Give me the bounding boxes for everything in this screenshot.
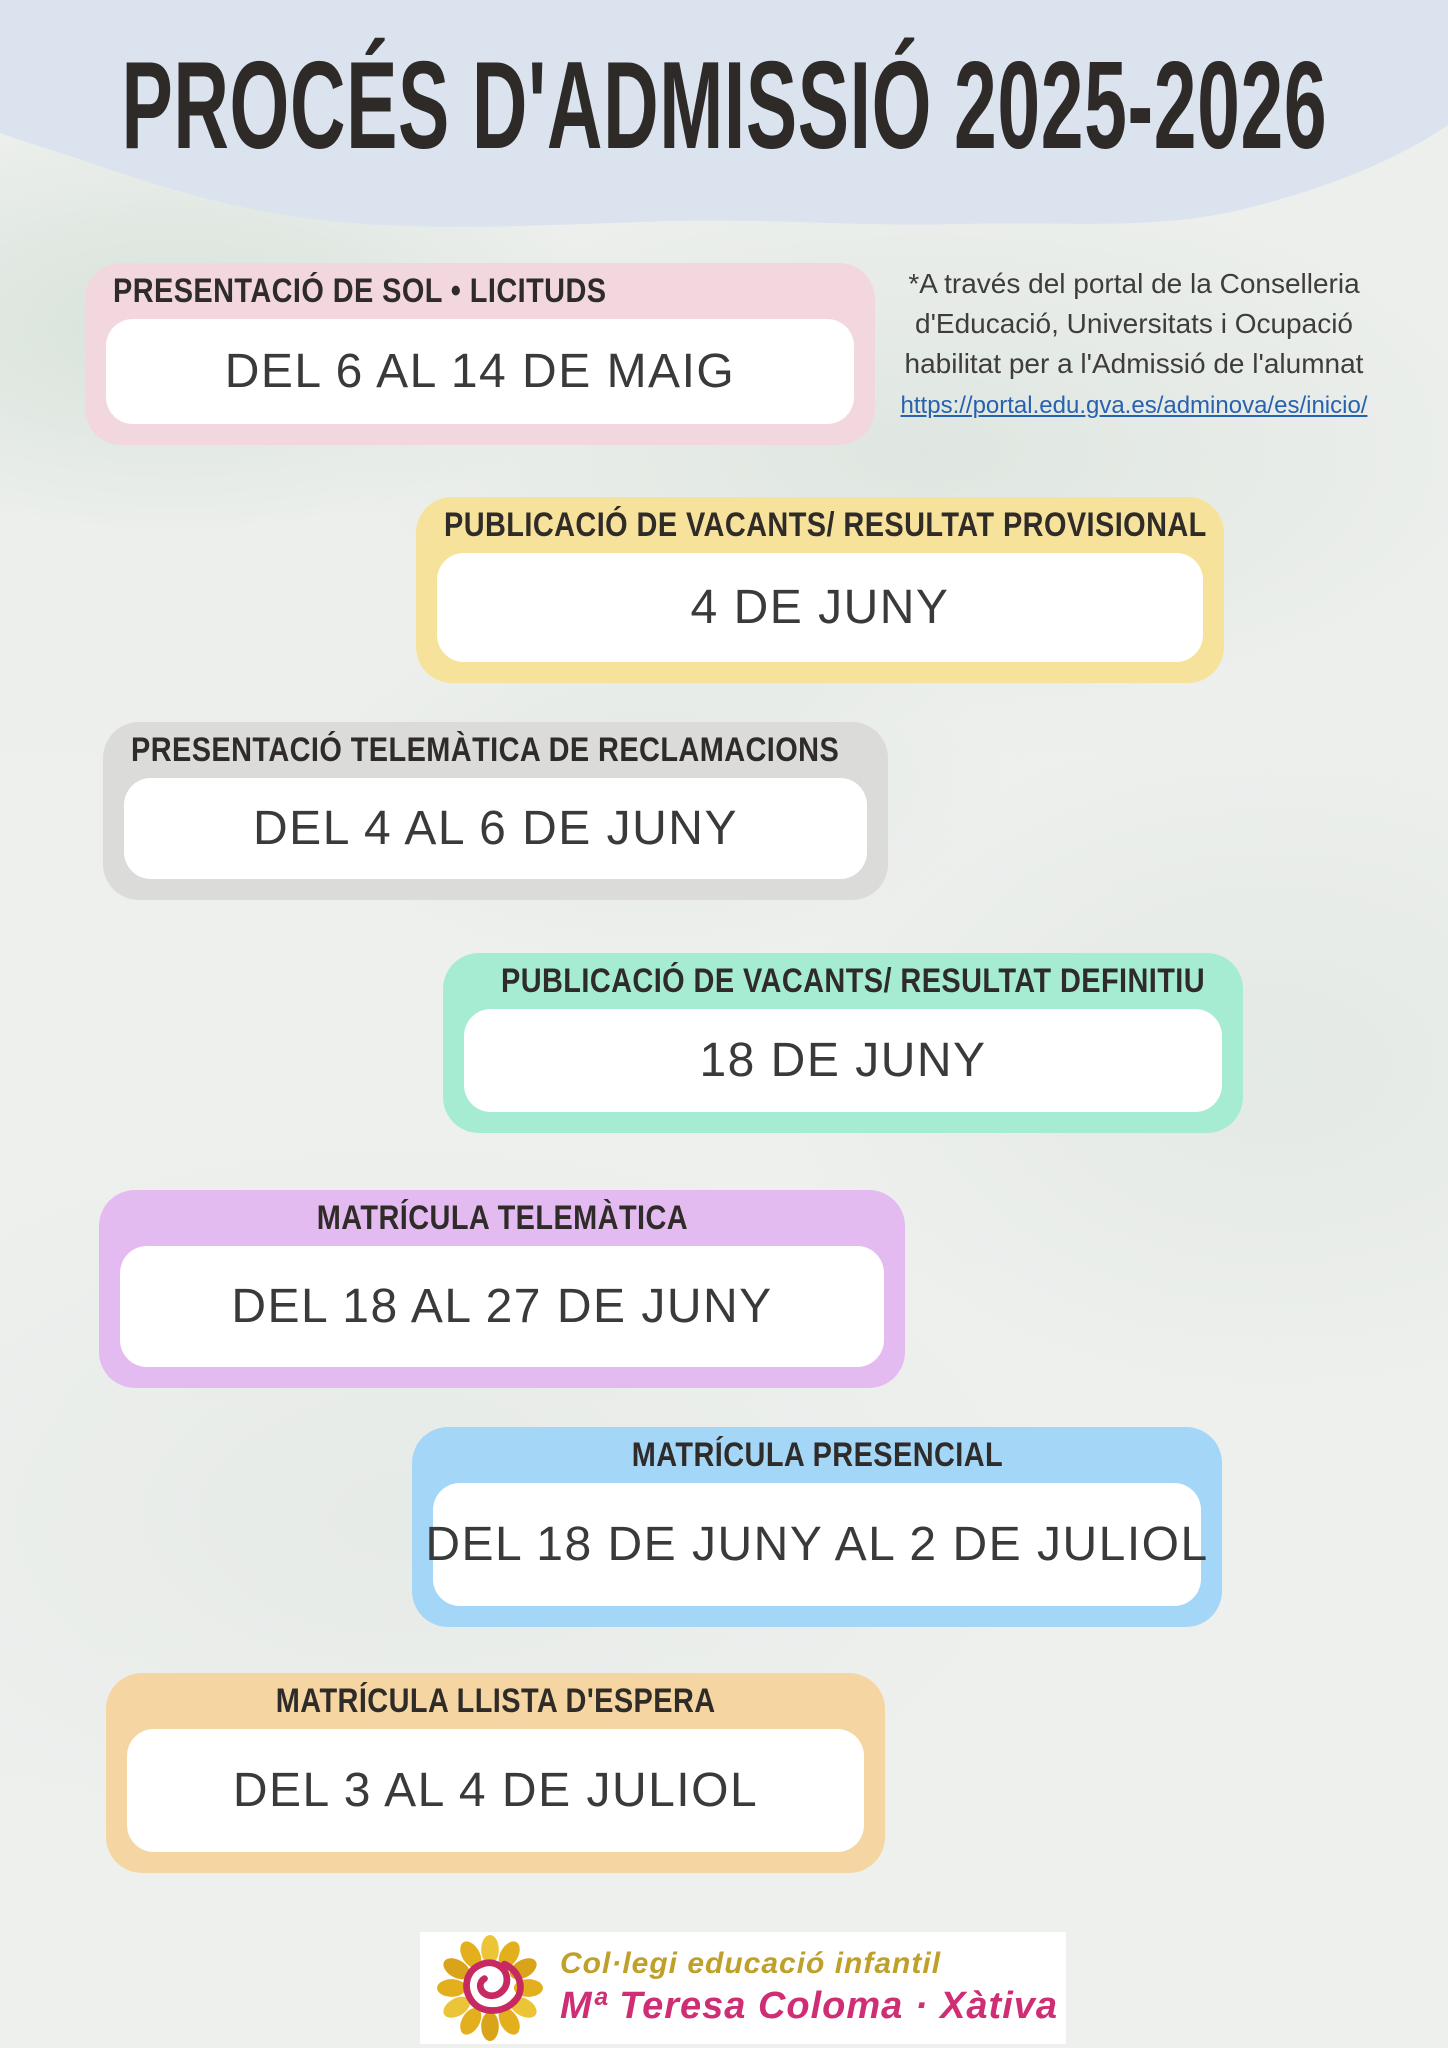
note-line: habilitat per a l'Admissió de l'alumnat [904,348,1364,379]
box-date-panel [124,778,867,879]
box-date-panel [425,1483,1209,1606]
box-label: PRESENTACIÓ DE SOL • LICITUDS [113,272,607,310]
box-date: 4 DE JUNY [690,581,950,634]
box-date: 18 DE JUNY [699,1034,987,1087]
box-label: PRESENTACIÓ TELEMÀTICA DE RECLAMACIONS [131,731,840,769]
timeline-box-llista-espera [106,1673,885,1873]
box-label: MATRÍCULA PRESENCIAL [631,1436,1003,1474]
box-label: MATRÍCULA TELEMÀTICA [316,1199,688,1237]
poster-title [0,37,1448,175]
portal-link[interactable]: https://portal.edu.gva.es/adminova/es/inicio/ [900,392,1368,419]
box-date: DEL 18 DE JUNY AL 2 DE JULIOL [425,1518,1209,1571]
timeline-box-reclamacions [103,722,888,900]
box-label: MATRÍCULA LLISTA D'ESPERA [275,1682,716,1720]
note-line: *A través del portal de la Conselleria [908,268,1360,299]
school-name-line1: Col·legi educació infantil [560,1946,942,1980]
box-date-panel [437,553,1203,662]
box-date-panel [464,1009,1222,1112]
box-date-panel [127,1729,864,1852]
timeline-box-vacants-definitiu [443,953,1243,1133]
box-date: DEL 4 AL 6 DE JUNY [253,802,738,855]
poster-title-text: PROCÉS D'ADMISSIÓ 2025-2026 [121,37,1327,175]
sun-flower-icon [434,1934,546,2042]
box-date-panel [120,1246,884,1367]
box-date: DEL 18 AL 27 DE JUNY [231,1280,773,1333]
school-name-line2: Mª Teresa Coloma · Xàtiva [560,1985,1059,2028]
note-line: d'Educació, Universitats i Ocupació [915,308,1353,339]
box-label: PUBLICACIÓ DE VACANTS/ RESULTAT DEFINITIU [501,962,1206,1000]
timeline-box-matricula-telematica [99,1190,905,1388]
school-logo [420,1932,1066,2044]
box-date: DEL 6 AL 14 DE MAIG [224,345,736,398]
timeline-box-sollicituds [85,263,875,445]
timeline-box-vacants-provisional [416,497,1224,683]
box-date: DEL 3 AL 4 DE JULIOL [232,1764,759,1817]
timeline-box-matricula-presencial [412,1427,1222,1627]
portal-note [878,264,1390,426]
box-date-panel [106,319,854,424]
box-label: PUBLICACIÓ DE VACANTS/ RESULTAT PROVISIONAL [444,506,1207,544]
